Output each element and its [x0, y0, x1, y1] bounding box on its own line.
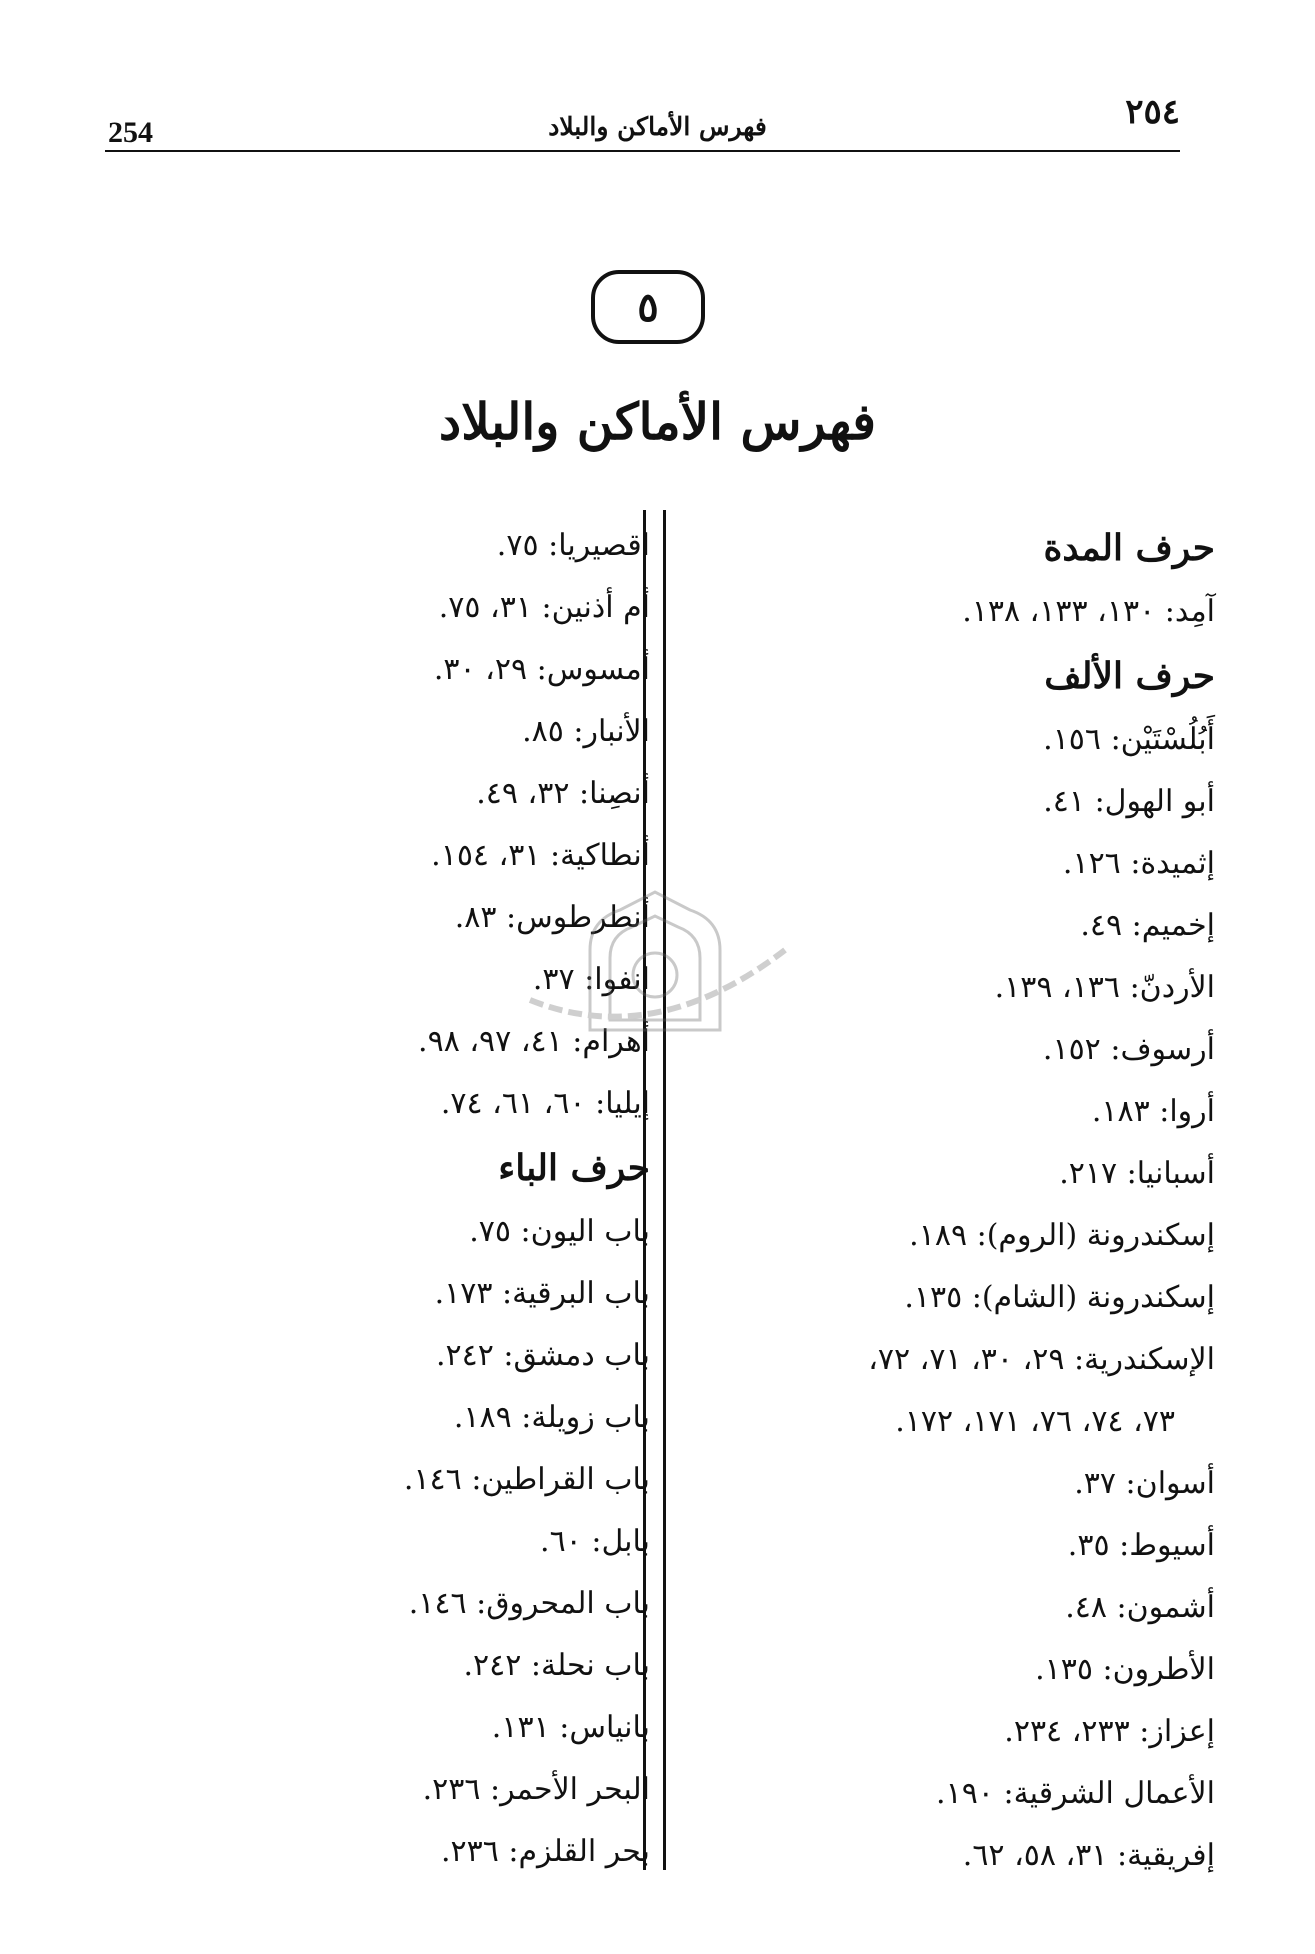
- index-entry: أنصِنا: ٣٢، ٤٩.: [476, 776, 650, 811]
- index-entry: الأعمال الشرقية: ١٩٠.: [936, 1776, 1215, 1811]
- index-entry: الأطرون: ١٣٥.: [1035, 1652, 1215, 1687]
- page-number-latin: 254: [108, 116, 153, 149]
- header-rule: [105, 150, 1180, 152]
- index-title: فهرس الأماكن والبلاد: [438, 392, 877, 451]
- index-entry: إيليا: ٦٠، ٦١، ٧٤.: [440, 1086, 650, 1121]
- running-title: فهرس الأماكن والبلاد: [548, 112, 767, 141]
- index-entry: باب زويلة: ١٨٩.: [453, 1400, 650, 1435]
- right-index-column: [655, 515, 1215, 1887]
- index-entry: بحر القلزم: ٢٣٦.: [440, 1834, 650, 1869]
- left-index-column: [230, 515, 650, 1883]
- index-entry: أهرام: ٤١، ٩٧، ٩٨.: [418, 1024, 650, 1059]
- index-entry: الإسكندرية: ٢٩، ٣٠، ٧١، ٧٢،: [868, 1342, 1215, 1377]
- index-entry: إسكندرونة (الروم): ١٨٩.: [909, 1218, 1215, 1253]
- index-entry: أسبانيا: ٢١٧.: [1059, 1156, 1215, 1191]
- index-entry: باب البرقية: ١٧٣.: [434, 1276, 650, 1311]
- index-entry: أنطاكية: ٣١، ١٥٤.: [431, 838, 650, 873]
- index-entry: بانياس: ١٣١.: [491, 1710, 650, 1745]
- index-entry: باب القراطين: ١٤٦.: [403, 1462, 650, 1497]
- section-heading: حرف الألف: [1044, 655, 1215, 697]
- index-entry: إسكندرونة (الشام): ١٣٥.: [904, 1280, 1215, 1315]
- library-seal-watermark: [520, 880, 790, 1060]
- index-entry: انفوا: ٣٧.: [532, 962, 650, 997]
- index-entry: إخميم: ٤٩.: [1080, 908, 1215, 943]
- index-entry: أرسوف: ١٥٢.: [1042, 1032, 1215, 1067]
- section-heading: حرف الباء: [498, 1147, 650, 1189]
- index-entry: اقصيريا: ٧٥.: [496, 528, 650, 563]
- index-entry: ٧٣، ٧٤، ٧٦، ١٧١، ١٧٢.: [895, 1404, 1175, 1439]
- index-entry: الأردنّ: ١٣٦، ١٣٩.: [994, 970, 1215, 1005]
- index-entry: أنطرطوس: ٨٣.: [454, 900, 650, 935]
- index-entry: إفريقية: ٣١، ٥٨، ٦٢.: [962, 1838, 1215, 1873]
- index-entry: بابل: ٦٠.: [540, 1524, 650, 1559]
- index-entry: أسيوط: ٣٥.: [1067, 1528, 1215, 1563]
- index-entry: إثميدة: ١٢٦.: [1062, 846, 1215, 881]
- page-number-arabic: ٢٥٤: [1125, 92, 1180, 132]
- index-entry: إعزاز: ٢٣٣، ٢٣٤.: [1004, 1714, 1215, 1749]
- index-entry: أم أذنين: ٣١، ٧٥.: [438, 590, 650, 625]
- index-entry: آمِد: ١٣٠، ١٣٣، ١٣٨.: [962, 594, 1215, 629]
- section-heading: حرف المدة: [1043, 527, 1215, 569]
- index-entry: أبو الهول: ٤١.: [1043, 784, 1215, 819]
- index-entry: البحر الأحمر: ٢٣٦.: [422, 1772, 650, 1807]
- index-entry: أمسوس: ٢٩، ٣٠.: [433, 652, 650, 687]
- index-entry: أشمون: ٤٨.: [1065, 1590, 1215, 1625]
- index-entry: باب نحلة: ٢٤٢.: [463, 1648, 650, 1683]
- index-number-badge: ٥: [591, 270, 705, 344]
- index-entry: الأنبار: ٨٥.: [522, 714, 650, 749]
- index-entry: باب اليون: ٧٥.: [469, 1214, 650, 1249]
- index-entry: أَبُلُسْتَيْن: ١٥٦.: [1043, 722, 1215, 757]
- index-entry: باب دمشق: ٢٤٢.: [435, 1338, 650, 1373]
- index-entry: باب المحروق: ١٤٦.: [408, 1586, 650, 1621]
- index-entry: أسوان: ٣٧.: [1074, 1466, 1215, 1501]
- index-entry: أروا: ١٨٣.: [1091, 1094, 1215, 1129]
